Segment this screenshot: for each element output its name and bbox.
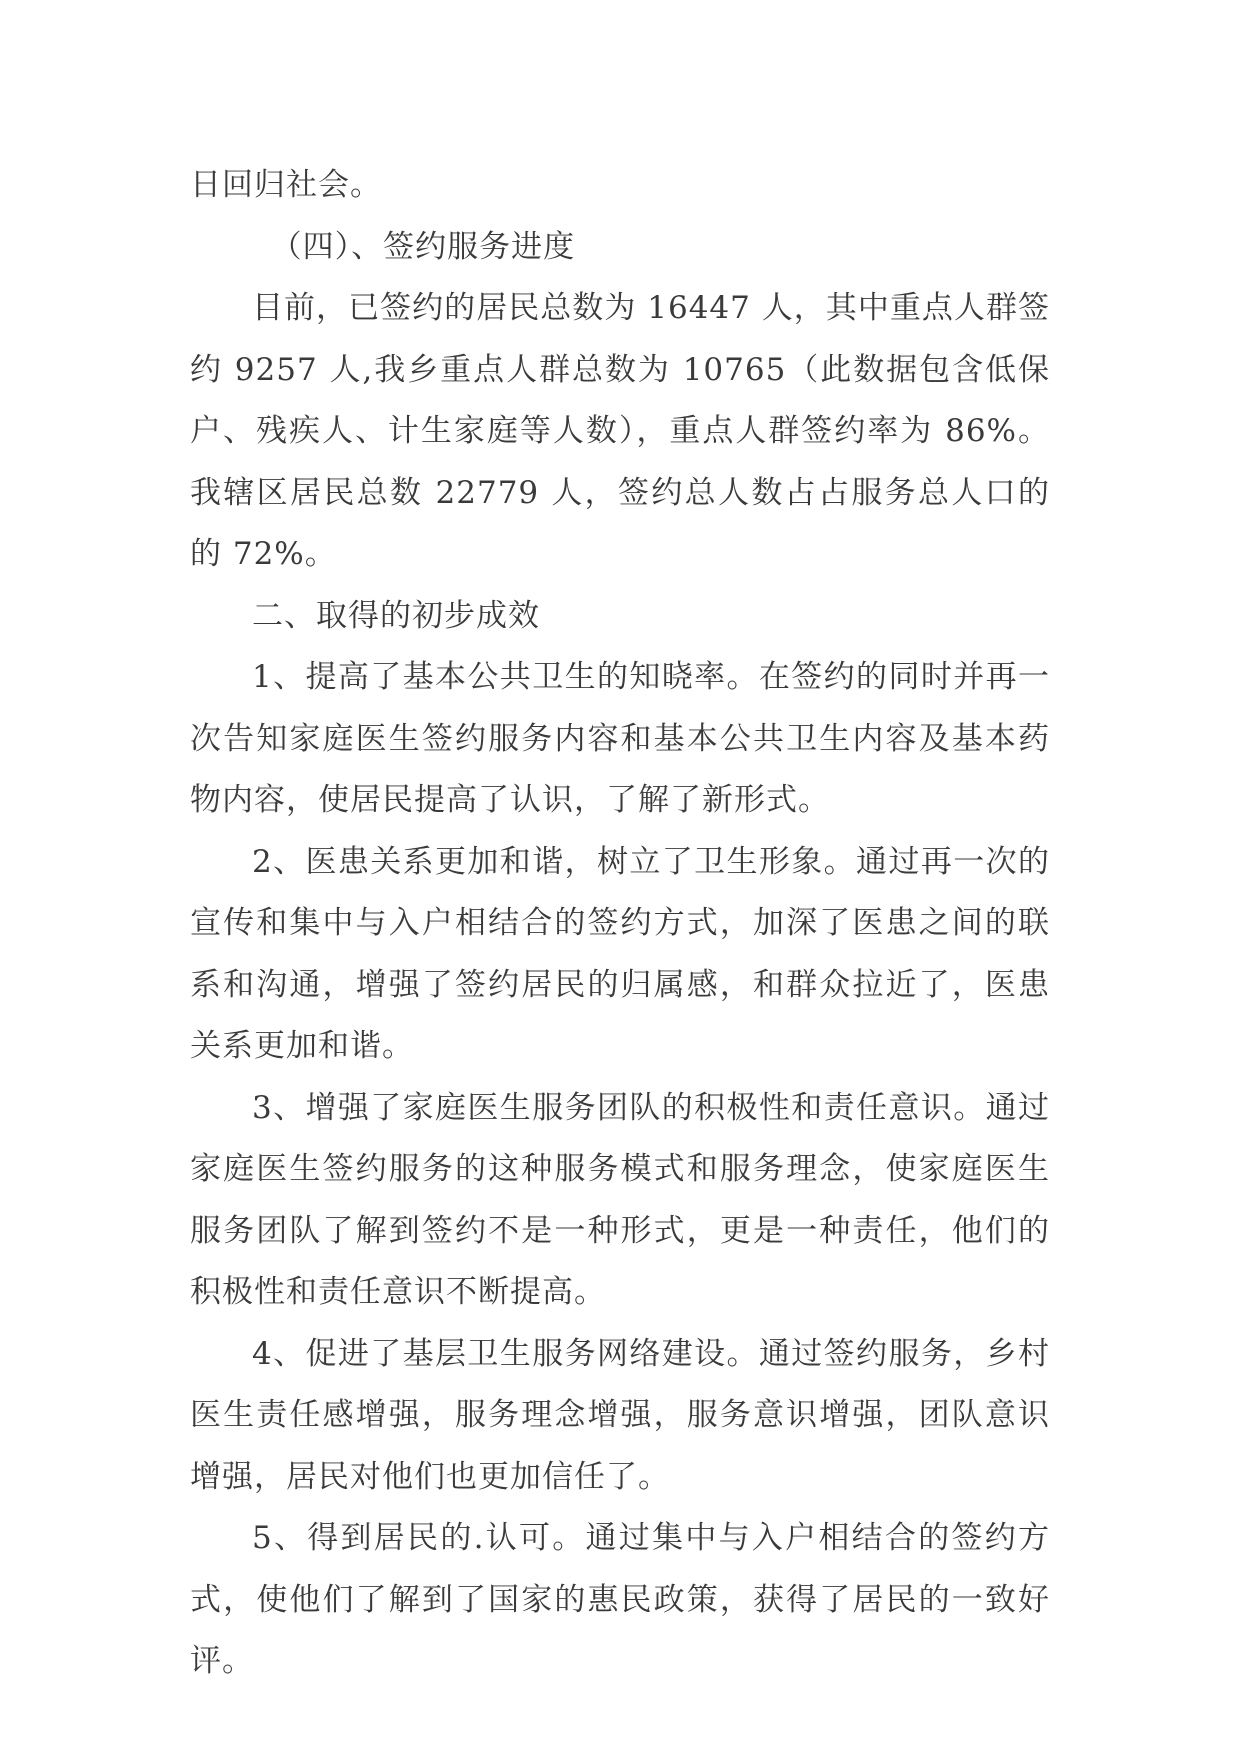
- section-heading-signing-progress: （四）、签约服务进度: [270, 228, 576, 265]
- paragraph-result-3: 3、增强了家庭医生服务团队的积极性和责任意识。通过家庭医生签约服务的这种服务模式和服务理念，使家庭医生服务团队了解到签约不是一种形式，更是一种责任，他们的积极性和责任意识不断提高。: [190, 1089, 1050, 1310]
- paragraph-continuation: 日回归社会。: [190, 167, 382, 203]
- document-body: [190, 155, 1050, 1693]
- paragraph-signing-statistics: 目前，已签约的居民总数为 16447 人，其中重点人群签约 9257 人,我乡重点人群总数为 10765（此数据包含低保户、残疾人、计生家庭等人数），重点人群签约率为 86%。我辖区居民总数 22779 人，签约总人数占占服务总人口的的 72%。: [190, 290, 1050, 572]
- section-heading-results: 二、取得的初步成效: [252, 597, 540, 634]
- paragraph-result-1: 1、提高了基本公共卫生的知晓率。在签约的同时并再一次告知家庭医生签约服务内容和基本公共卫生内容及基本药物内容，使居民提高了认识，了解了新形式。: [190, 659, 1050, 818]
- paragraph-result-4: 4、促进了基层卫生服务网络建设。通过签约服务，乡村医生责任感增强，服务理念增强，服务意识增强，团队意识增强，居民对他们也更加信任了。: [190, 1335, 1050, 1495]
- paragraph-result-5: 5、得到居民的.认可。通过集中与入户相结合的签约方式，使他们了解到了国家的惠民政策，获得了居民的一致好评。: [190, 1520, 1050, 1679]
- paragraph-result-2: 2、医患关系更加和谐，树立了卫生形象。通过再一次的宣传和集中与入户相结合的签约方式，加深了医患之间的联系和沟通，增强了签约居民的归属感，和群众拉近了，医患关系更加和谐。: [190, 843, 1050, 1064]
